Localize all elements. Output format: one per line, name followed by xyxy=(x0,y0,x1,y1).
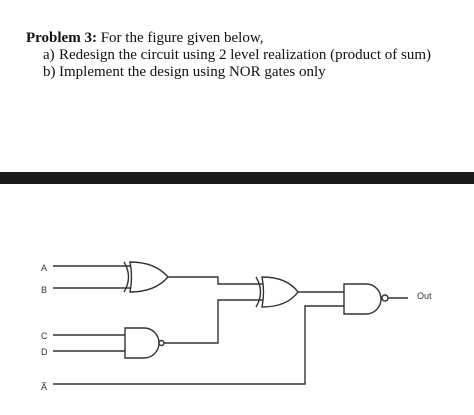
part-b-text: Implement the design using NOR gates only xyxy=(59,64,326,80)
nand-gate-1 xyxy=(125,328,164,358)
input-label-b: B xyxy=(41,285,48,295)
problem-intro: For the figure given below, xyxy=(100,30,264,46)
part-a-text: Redesign the circuit using 2 level realization (product of sum) xyxy=(59,47,431,63)
problem-heading: Problem 3: xyxy=(26,30,97,46)
input-label-d: D xyxy=(41,347,48,357)
xor-gate-2 xyxy=(256,277,298,307)
part-a-marker: a) xyxy=(43,47,55,63)
wire-nand1-to-xor2 xyxy=(164,300,264,343)
input-label-c: C xyxy=(41,331,48,341)
nand-gate-2 xyxy=(344,284,388,314)
output-label: Out xyxy=(417,291,432,301)
input-label-a: A xyxy=(41,263,48,273)
wire-xor1-to-xor2 xyxy=(168,277,264,284)
input-label-a-bar: A̅ xyxy=(41,382,48,392)
xor-gate-1 xyxy=(124,262,168,292)
wire-a-bar xyxy=(53,306,344,384)
part-b-marker: b) xyxy=(43,64,56,80)
